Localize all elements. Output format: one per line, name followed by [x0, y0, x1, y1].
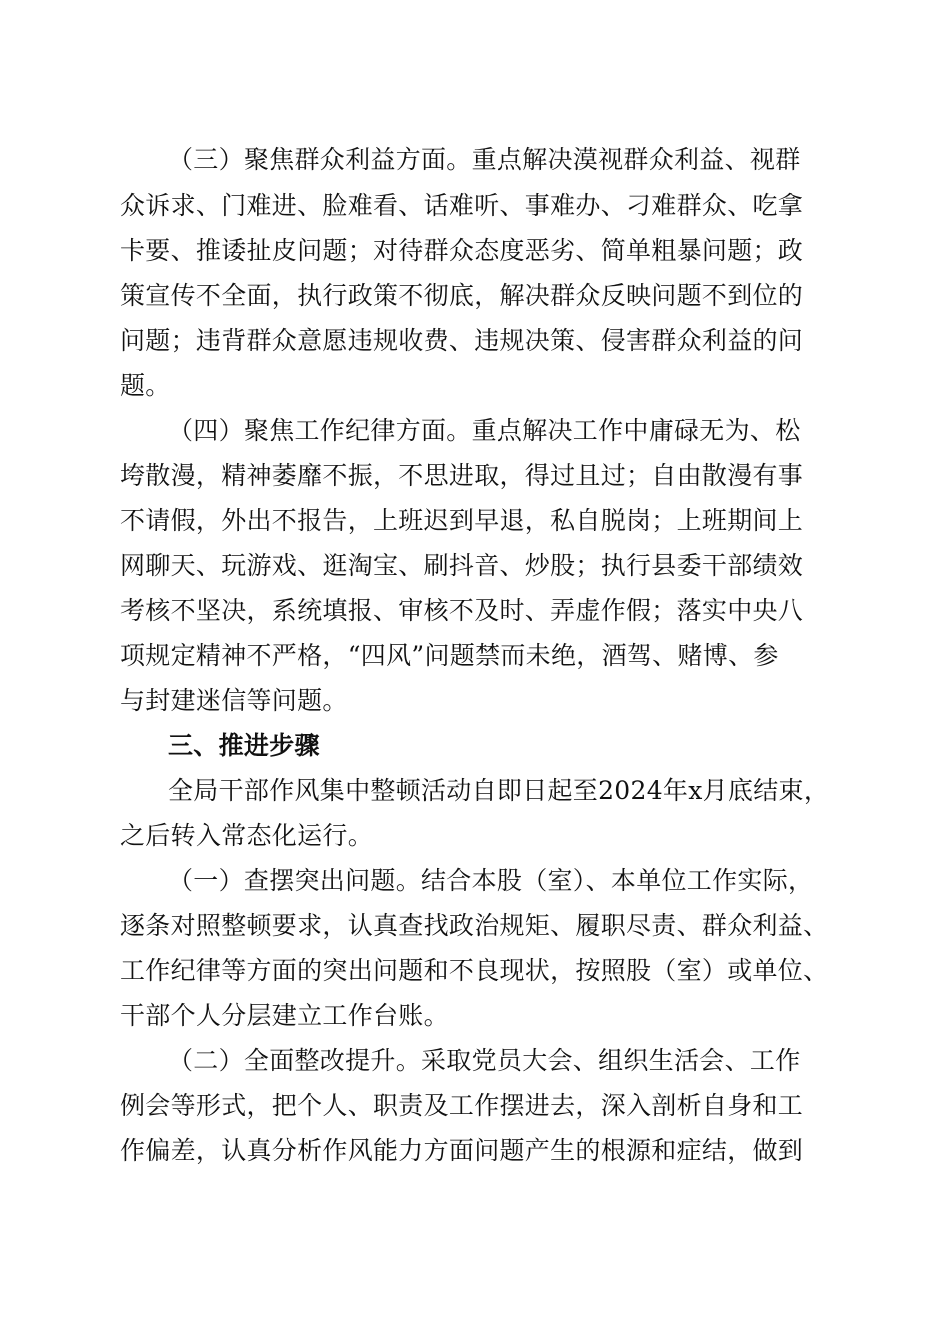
- text-line: 考核不坚决，系统填报、审核不及时、弄虚作假；落实中央八: [120, 596, 804, 625]
- text-line: 不请假，外出不报告，上班迟到早退，私自脱岗；上班期间上: [120, 506, 804, 535]
- text-line: 策宣传不全面，执行政策不彻底，解决群众反映问题不到位的: [120, 281, 804, 310]
- text-line: 全局干部作风集中整顿活动自即日起至2024年x月底结束，: [168, 776, 830, 805]
- text-line: 网聊天、玩游戏、逛淘宝、刷抖音、炒股；执行县委干部绩效: [120, 551, 804, 580]
- text-line: 逐条对照整顿要求，认真查找政治规矩、履职尽责、群众利益、: [120, 911, 829, 940]
- text-line: 垮散漫，精神萎靡不振，不思进取，得过且过；自由散漫有事: [120, 461, 804, 490]
- text-line: 干部个人分层建立工作台账。: [120, 1001, 449, 1030]
- text-line: （一）查摆突出问题。结合本股（室）、本单位工作实际，: [168, 866, 814, 895]
- text-line: 与封建迷信等问题。: [120, 686, 348, 715]
- text-line: 作偏差，认真分析作风能力方面问题产生的根源和症结，做到: [120, 1136, 804, 1165]
- section-heading: 三、推进步骤: [168, 731, 320, 760]
- text-line: 工作纪律等方面的突出问题和不良现状，按照股（室）或单位、: [120, 956, 829, 985]
- text-line: 项规定精神不严格，“四风”问题禁而未绝，酒驾、赌博、参: [120, 641, 779, 670]
- text-line: （四）聚焦工作纪律方面。重点解决工作中庸碌无为、松: [168, 416, 801, 445]
- text-line: 问题；违背群众意愿违规收费、违规决策、侵害群众利益的问: [120, 326, 804, 355]
- text-line: （二）全面整改提升。采取党员大会、组织生活会、工作: [168, 1046, 801, 1075]
- text-line: 例会等形式，把个人、职责及工作摆进去，深入剖析自身和工: [120, 1091, 804, 1120]
- text-line: 卡要、推诿扯皮问题；对待群众态度恶劣、简单粗暴问题；政: [120, 236, 804, 265]
- text-line: 众诉求、门难进、脸难看、话难听、事难办、刁难群众、吃拿: [120, 191, 804, 220]
- text-line: （三）聚焦群众利益方面。重点解决漠视群众利益、视群: [168, 145, 801, 174]
- text-line: 题。: [120, 371, 171, 400]
- text-line: 之后转入常态化运行。: [120, 821, 374, 850]
